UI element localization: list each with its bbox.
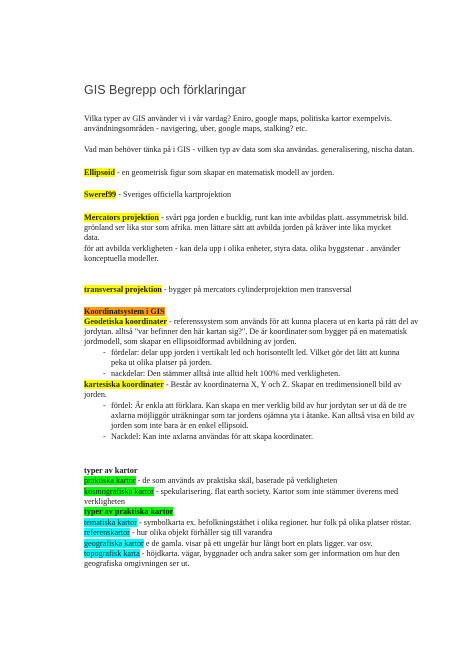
fordelar-line-2: peka ut olika platser på jorden. [111,358,212,367]
mercator-text-1: - svårt pga jorden e bucklig, runt kan inte avbildas platt. assymmetrisk bild. [158,213,409,222]
koordinat-heading-line [84,307,165,317]
ellipsoid-text: - en geometrisk figur som skapar en matematisk modell av jorden. [114,168,335,177]
kosmo-line-2: verkligheten [84,497,125,506]
bullet-dash: - [103,401,106,410]
sweref-paragraph [84,190,231,200]
topografisk-line-2: geografiska omgivningen ser ut. [84,559,190,568]
referens-text: - hur olika objekt förhåller sig till varandra [129,528,273,537]
mercator-line-3: data. [84,233,100,242]
fordel-line-2: axlarna möjliggör uträkningar som tar jordens ojämna yta i åtanke. Kan alltså visa en bild av [111,411,415,420]
ellipsoid-term: Ellipsoid [84,168,115,177]
mercator-line-4: för att avbilda verkligheten - kan dela upp i olika enheter, styra data. olika byggstenar . använder [84,244,401,253]
koordinat-heading: Koordinatsystem i GIS [84,307,165,316]
fordel-line-1: fördel: Är enkla att förklara. Kan skapa en mer verklig bild av hur jordytan ser ut då de tre [111,401,407,410]
praktiska-line [84,476,337,486]
transversal-term: transversal projektion [84,285,162,294]
praktiska-text: - de som används av praktiska skäl, baserade på verkligheten [135,476,338,485]
praktiska-term: praktiska kartor [84,476,136,485]
kartor-heading: typer av kartor [84,466,138,475]
bullet-dash: - [103,369,106,378]
cartesian-line-1 [84,380,401,390]
transversal-paragraph [84,285,352,295]
sweref-text: - Sveriges officiella kartprojektion [116,190,232,199]
mercator-line-5: konceptuella modeller. [84,254,159,263]
cartesian-term: kartesiska koordinater [84,380,164,389]
mercator-term: Mercators projektion [84,213,159,222]
kosmo-term: kosmografiska kartor [84,487,154,496]
geodetic-term: Geodetiska koordinater [84,317,168,326]
geodetic-line-2: jordytan. alltså "var befinner den här kartan sig?". De är koordinater som bygger på en matematisk [84,327,407,336]
geografiska-line [84,539,372,549]
topografisk-line-1 [84,549,400,559]
topografisk-term: topografisk karta [84,549,140,558]
kosmo-line-1 [84,487,398,497]
kosmo-text-1: - spekularisering. flat earth society. Kartor som inte stämmer överens med [153,487,399,496]
fordel-line-3: jorden som inte bara är en enkel ellipsoid. [111,421,249,430]
nackdel-line: Nackdel: Kan inte axlarna användas för att skapa koordinater. [111,432,314,441]
referens-term: referenskartor [84,528,130,537]
typer-praktiska-line [84,507,173,517]
transversal-text: - bygger på mercators cylinderprojektion men transversal [161,285,352,294]
fordelar-line-1: fördelar: delar upp jorden i vertikalt led och horisontellt led. Vilket gör det lätt att kunna [111,348,400,357]
tematiska-line [84,518,411,528]
ellipsoid-paragraph [84,168,334,178]
mercator-line-2: grönland ser lika stor som afrika. men lättare sätt att avbilda jorden på kräver inte lika mycket [84,223,392,232]
geografiska-text: e de gamla. visar på ett ungefär hur långt bort en plats ligger. var osv. [143,539,373,548]
typer-praktiska-heading: typer av praktiska kartor [84,507,174,516]
intro-line-1: Vilka typer av GIS använder vi i vår vardag? Eniro, google maps, politiska kartor exempelvis. [84,114,393,123]
tematiska-text: - symbolkarta ex. befolkningstäthet i olika regioner. hur folk på olika platser röstar. [136,518,412,527]
referens-line [84,528,272,538]
sweref-term: Sweref99 [84,190,117,199]
nackdelar-line: nackdelar: Den stämmer alltså inte alltid helt 100% med verkligheten. [111,369,341,378]
geografiska-term: geografiska kartor [84,539,144,548]
geodetic-text-1: - referenssystem som används för att kunna placera ut en karta på rätt del av [167,317,419,326]
page-title: GIS Begrepp och förklaringar [84,83,246,97]
mercator-line-1 [84,213,408,223]
topografisk-text-1: - höjdkarta. vägar, byggnader och andra saker som ger information om hur den [139,549,400,558]
bullet-dash: - [103,432,106,441]
intro-line-2: användningsområden - navigering, uber, google maps, stalking? etc. [84,124,308,133]
tematiska-term: tematiska kartor [84,518,137,527]
geodetic-line-3: jordmodell, som skapar en ellipsoidformad avbildning av jorden. [84,337,297,346]
cartesian-line-2: jorden. [84,390,107,399]
cartesian-text-1: - Består av koordinaterna X, Y och Z. Skapar en tredimensionell bild av [163,380,402,389]
geodetic-line-1 [84,317,418,327]
intro-line-3: Vad man behöver tänka på i GIS - vilken typ av data som ska användas. generalisering, nischa datan. [84,145,415,154]
bullet-dash: - [103,348,106,357]
